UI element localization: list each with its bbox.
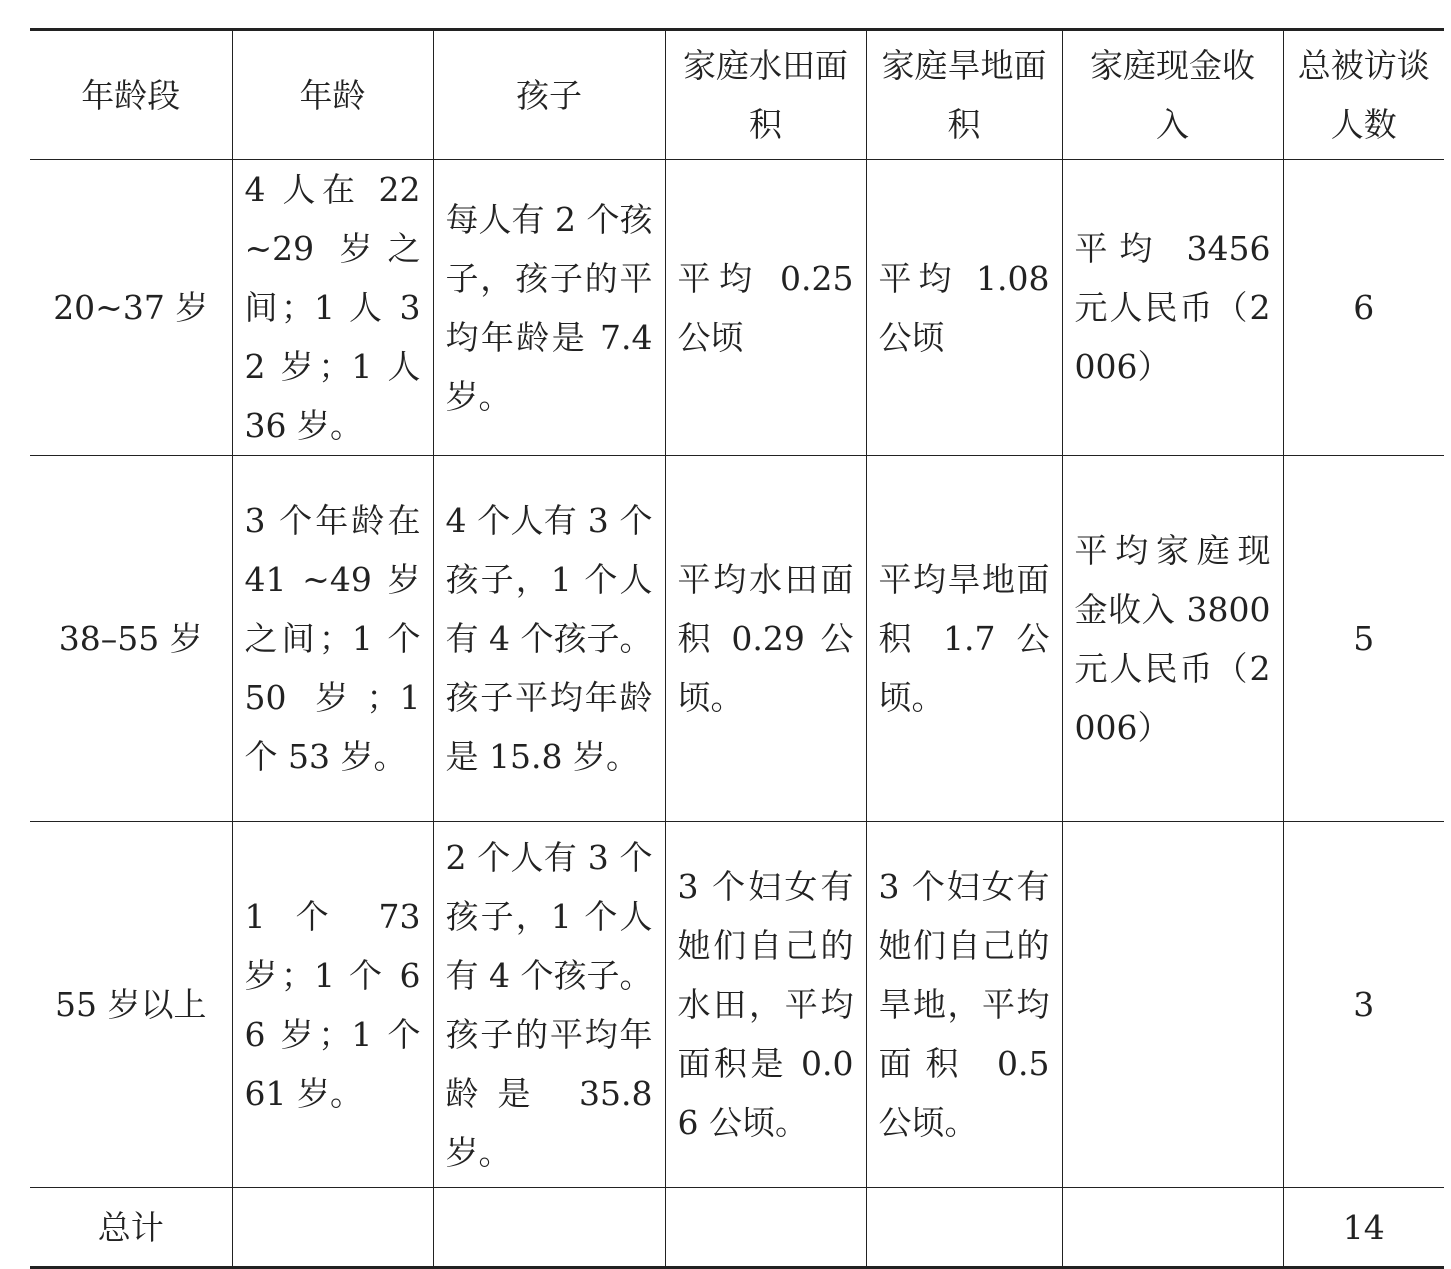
total-empty-cell xyxy=(433,1188,665,1268)
cell-age-group: 20~37 岁 xyxy=(30,160,232,456)
total-empty-cell xyxy=(232,1188,433,1268)
cell-children: 4 个人有 3 个孩子，1 个人有 4 个孩子。孩子平均年龄是 15.8 岁。 xyxy=(433,456,665,822)
header-interviewees: 总被访谈人数 xyxy=(1283,30,1444,160)
total-empty-cell xyxy=(866,1188,1062,1268)
header-age-group: 年龄段 xyxy=(30,30,232,160)
cell-age: 4 人在 22~29 岁之间；1 人 32 岁；1 人 36 岁。 xyxy=(232,160,433,456)
total-label: 总计 xyxy=(30,1188,232,1268)
cell-dry-land-area: 3 个妇女有她们自己的旱地，平均面积 0.5 公顷。 xyxy=(866,822,1062,1188)
header-age: 年龄 xyxy=(232,30,433,160)
header-dry-land-area: 家庭旱地面积 xyxy=(866,30,1062,160)
cell-paddy-area: 平均 0.25 公顷 xyxy=(665,160,866,456)
table-row xyxy=(30,456,1444,822)
cell-cash-income: 平均家庭现金收入 3800 元人民币（2006） xyxy=(1062,456,1283,822)
header-paddy-area: 家庭水田面积 xyxy=(665,30,866,160)
cell-paddy-area: 3 个妇女有她们自己的水田，平均面积是 0.06 公顷。 xyxy=(665,822,866,1188)
total-row xyxy=(30,1188,1444,1268)
cell-paddy-area: 平均水田面积 0.29 公顷。 xyxy=(665,456,866,822)
cell-age: 1 个 73 岁；1 个 66 岁；1 个 61 岁。 xyxy=(232,822,433,1188)
cell-age-group: 55 岁以上 xyxy=(30,822,232,1188)
survey-table xyxy=(30,28,1444,1269)
cell-children: 2 个人有 3 个孩子，1 个人有 4 个孩子。孩子的平均年龄是 35.8 岁。 xyxy=(433,822,665,1188)
header-row xyxy=(30,30,1444,160)
cell-children: 每人有 2 个孩子，孩子的平均年龄是 7.4 岁。 xyxy=(433,160,665,456)
cell-age: 3 个年龄在 41 ~49 岁之间；1 个 50 岁；1 个 53 岁。 xyxy=(232,456,433,822)
cell-interviewees: 3 xyxy=(1283,822,1444,1188)
cell-cash-income xyxy=(1062,822,1283,1188)
cell-dry-land-area: 平均旱地面积 1.7 公顷。 xyxy=(866,456,1062,822)
total-empty-cell xyxy=(1062,1188,1283,1268)
table-row xyxy=(30,822,1444,1188)
cell-interviewees: 6 xyxy=(1283,160,1444,456)
cell-dry-land-area: 平均 1.08 公顷 xyxy=(866,160,1062,456)
cell-age-group: 38–55 岁 xyxy=(30,456,232,822)
total-empty-cell xyxy=(665,1188,866,1268)
cell-interviewees: 5 xyxy=(1283,456,1444,822)
total-interviewees: 14 xyxy=(1283,1188,1444,1268)
table-header xyxy=(30,30,1444,160)
table-row xyxy=(30,160,1444,456)
table-body xyxy=(30,160,1444,1268)
cell-cash-income: 平均 3456 元人民币（2006） xyxy=(1062,160,1283,456)
header-cash-income: 家庭现金收入 xyxy=(1062,30,1283,160)
header-children: 孩子 xyxy=(433,30,665,160)
